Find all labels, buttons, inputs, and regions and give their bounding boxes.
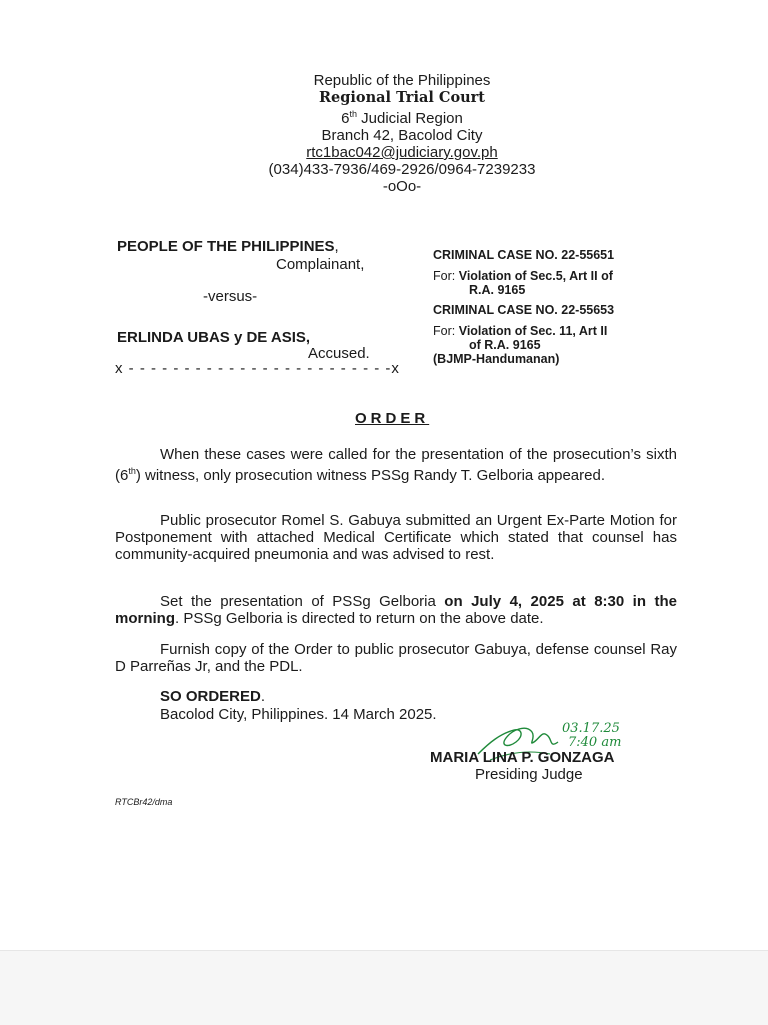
versus-label: -versus- (203, 288, 258, 305)
phone-numbers: (034)433-7936/469-2926/0964-7239233 (268, 161, 536, 178)
case-2-charge: For: Violation of Sec. 11, Art II (433, 324, 608, 338)
so-ordered: SO ORDERED. (160, 688, 266, 705)
case-number-2: CRIMINAL CASE NO. 22-55653 (433, 303, 615, 317)
judicial-region: 6th Judicial Region (341, 109, 463, 127)
court-name: Regional Trial Court (318, 89, 485, 106)
court-header (200, 72, 604, 195)
handwritten-time: 7:40 am (568, 735, 622, 750)
page-bottom-margin (0, 950, 768, 1025)
email-link[interactable]: rtc1bac042@judiciary.gov.ph (306, 144, 498, 161)
place-and-date: Bacolod City, Philippines. 14 March 2025. (160, 706, 437, 723)
detention-facility: (BJMP-Handumanan) (433, 352, 560, 366)
reference-code: RTCBr42/dma (115, 797, 173, 807)
plaintiff-name: PEOPLE OF THE PHILIPPINES, (117, 238, 339, 255)
paragraph-2: Public prosecutor Romel S. Gabuya submitted an Urgent Ex-Parte Motion for Postponement with attached Medical Certificate which stated that counsel has community-acquired pneumonia and was advised to rest. (115, 512, 677, 563)
paragraph-4: Furnish copy of the Order to public prosecutor Gabuya, defense counsel Ray D Parreñas Jr, and the PDL. (115, 641, 677, 675)
case-1-charge-line2: R.A. 9165 (469, 283, 526, 297)
paragraph-1: When these cases were called for the presentation of the prosecution’s sixth (6th) witness, only prosecution witness PSSg Randy T. Gelboria appeared. (115, 446, 677, 484)
accused-name: ERLINDA UBAS y DE ASIS, (117, 329, 311, 346)
header-ornament: -oOo- (382, 178, 422, 195)
case-number-1: CRIMINAL CASE NO. 22-55651 (433, 248, 615, 262)
caption-divider: x - - - - - - - - - - - - - - - - - - - - - - - -x (115, 360, 400, 377)
paragraph-3: Set the presentation of PSSg Gelboria on July 4, 2025 at 8:30 in the morning. PSSg Gelboria is directed to return on the above date. (115, 593, 677, 627)
plaintiff-role: Complainant, (276, 256, 365, 273)
judge-title: Presiding Judge (475, 766, 583, 783)
branch-line: Branch 42, Bacolod City (321, 127, 483, 144)
judge-name: MARIA LINA P. GONZAGA (430, 749, 615, 766)
case-2-charge-line2: of R.A. 9165 (469, 338, 541, 352)
order-title: ORDER (355, 410, 430, 427)
case-1-charge: For: Violation of Sec.5, Art II of (433, 269, 613, 283)
republic-line: Republic of the Philippines (313, 72, 491, 89)
handwritten-date: 03.17.25 (562, 721, 620, 736)
accused-role: Accused. (308, 345, 370, 362)
